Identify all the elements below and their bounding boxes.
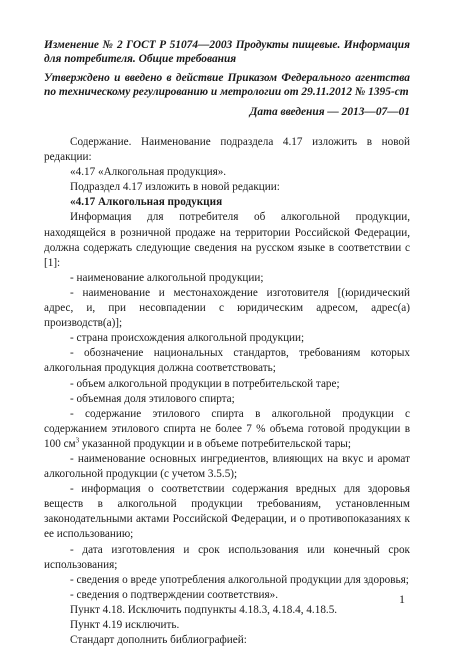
list-item: - сведения о подтверждении соответствия». [70,588,279,601]
paragraph-bibliography: Стандарт дополнить библиографией: [70,634,247,647]
subsection-heading: «4.17 Алкогольная продукция [70,196,223,209]
list-item-ethanol [44,407,410,452]
list-item: - обозначение национальных стандартов, требованиям которых алкогольная продукция должна соответствовать; [44,347,410,375]
amendment-title: Изменение № 2 ГОСТ Р 51074—2003 Продукты пищевые. Информация для потребителя. Общие требования [44,39,410,65]
page-number: 1 [399,592,405,606]
paragraph-contents: Содержание. Наименование подраздела 4.17 изложить в новой редакции: [44,136,410,164]
list-item-text: - содержание этилового спирта в алкогольной продукции с содержанием этилового спирта не более 7 % объема готовой продукции в 100 см [44,407,410,450]
list-item: - объемная доля этилового спирта; [70,392,235,405]
list-item-text: указанной продукции и в объеме потребительской тары; [79,437,351,450]
list-item: - страна происхождения алкогольной продукции; [70,332,305,345]
paragraph-subsection-note: Подраздел 4.17 изложить в новой редакции: [70,181,280,194]
list-item: - дата изготовления и срок использования или конечный срок использования; [44,543,410,571]
document-body [44,135,410,648]
list-item: - наименование основных ингредиентов, влияющих на вкус и аромат алкогольной продукции (с учетом 3.5.5); [44,452,410,481]
paragraph-4-19: Пункт 4.19 исключить. [70,619,180,631]
list-item: - наименование алкогольной продукции; [70,271,264,284]
paragraph-quote-4-17: «4.17 «Алкогольная продукция». [70,166,227,179]
list-item: - сведения о вреде употребления алкогольной продукции для здоровья; [70,573,409,586]
paragraph-4-18: Пункт 4.18. Исключить подпункты 4.18.3, 4.18.4, 4.18.5. [70,603,338,616]
document-header [44,38,410,119]
document-page [44,38,410,648]
superscript: 3 [75,436,80,445]
paragraph-intro: Информация для потребителя об алкогольной продукции, находящейся в розничной продаже на территории Российской Федерации, должна содержать следующие сведения на русском языке в соответствии с [1]: [44,211,410,269]
list-item: - объем алкогольной продукции в потребительской таре; [70,377,340,390]
list-item: - информация о соответствии содержания вредных для здоровья веществ в алкогольной продукции требованиям, установленным законодательными актами Российской Федерации, и о противопоказаниях к ее использованию; [44,483,410,541]
effective-date: Дата введения — 2013—07—01 [249,106,410,118]
list-item: - наименование и местонахождение изготовителя [(юридический адрес, и, при несовпадении с юридическим адресом, адрес(а) производств(а)]; [44,286,410,330]
approval-statement: Утверждено и введено в действие Приказом Федерального агентства по техническому регулированию и метрологии от 29.11.2012 № 1395-ст [44,72,410,98]
